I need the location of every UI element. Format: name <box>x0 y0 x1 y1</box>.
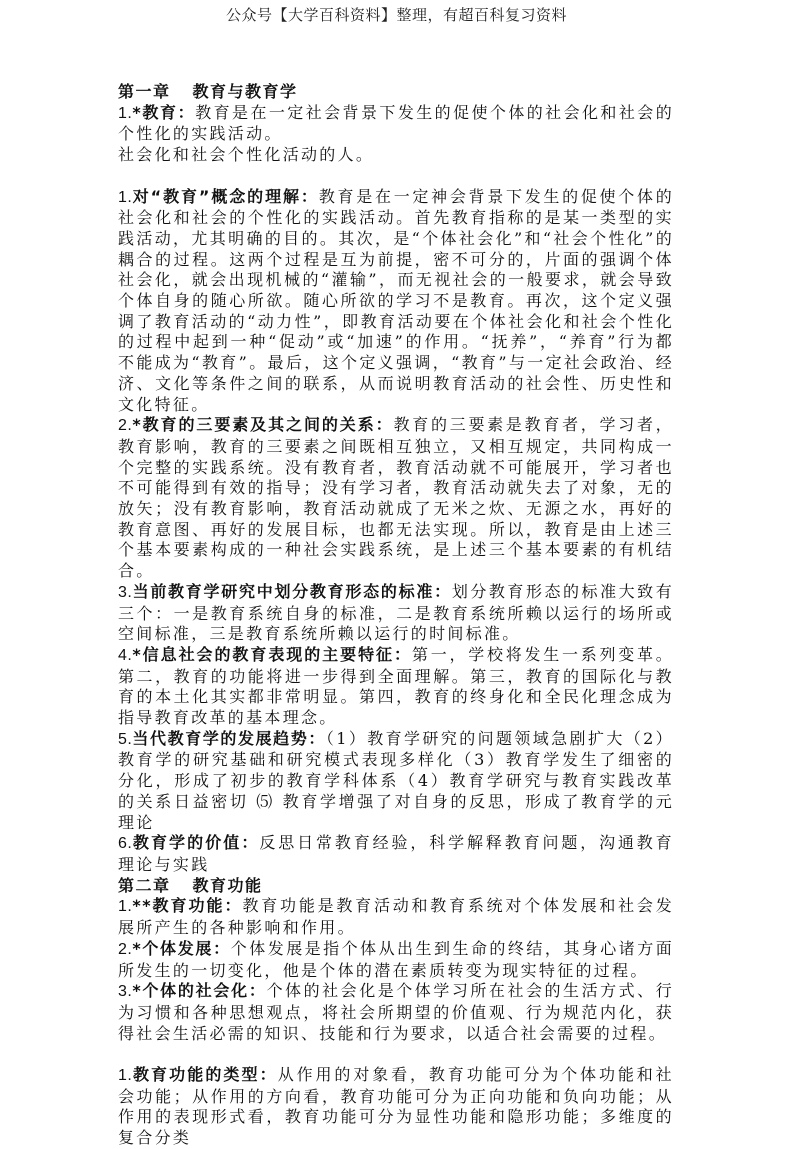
definition-paragraph: 1.*教育：教育是在一定社会背景下发生的促使个体的社会化和社会的个性化的实践活动。 <box>118 102 674 144</box>
paragraph: 3.当前教育学研究中划分教育形态的标准：划分教育形态的标准大致有三个：一是教育系统自身的标准，二是教育系统所赖以运行的场所或空间标准，三是教育系统所赖以运行的时间标准。 <box>118 581 674 644</box>
chapter-1-heading <box>118 82 674 103</box>
paragraph: 1.**教育功能：教育功能是教育活动和教育系统对个体发展和社会发展所产生的各种影响和作用。 <box>118 896 674 938</box>
paragraph: 3.*个体的社会化：个体的社会化是个体学习所在社会的生活方式、行为习惯和各种思想观点，将社会所期望的价值观、行为规范内化，获得社会生活必需的知识、技能和行为要求，以适合社会需要的过程。 <box>118 981 674 1043</box>
paragraph: 6.教育学的价值：反思日常教育经验，科学解释教育问题，沟通教育理论与实践 <box>118 833 674 874</box>
chapter-2-heading <box>118 876 674 897</box>
chapter-number: 第二章 <box>118 875 171 895</box>
page-header: 公众号【大学百科资料】整理，有超百科复习资料 <box>225 6 567 24</box>
chapter-title: 教育与教育学 <box>192 82 298 101</box>
paragraph: 4.*信息社会的教育表现的主要特征：第一，学校将发生一系列变革。第二，教育的功能将进一步得到全面理解。第三，教育的国际化与教育的本土化其实都非常明显。第四，教育的终身化和全民化理念成为指导教育改革的基本理念。 <box>118 644 675 728</box>
paragraph: 5.当代教育学的发展趋势：（1）教育学研究的问题领域急剧扩大（2）教育学的研究基础和研究模式表现多样化（3）教育学发生了细密的分化，形成了初步的教育学科体系（4）教育学研究与教育实践改革的关系日益密切 ⑸ 教育学增强了对自身的反思，形成了教育学的元理论 <box>118 728 674 832</box>
chapter-number: 第一章 <box>118 82 171 101</box>
paragraph: 1.对“教育”概念的理解：教育是在一定神会背景下发生的促使个体的社会化和社会的个性化的实践活动。首先教育指称的是某一类型的实践活动，尤其明确的目的。其次，是“个体社会化”和“社会个性化”的耦合的过程。这两个过程是互为前提，密不可分的，片面的强调个体社会化，就会出现机械的“灌输”，而无视社会的一般要求，就会导致个体自身的随心所欲。随心所欲的学习不是教育。再次，这个定义强调了教育活动的“动力性”，即教育活动要在个体社会化和社会个性化的过程中起到一种“促动”或“加速”的作用。“抚养”，“养育”行为都不能成为“教育”。最后，这个定义强调，“教育”与一定社会政治、经济、文化等条件之间的联系，从而说明教育活动的社会性、历史性和文化特征。 <box>118 186 674 414</box>
note-paragraph: 社会化和社会个性化活动的人。 <box>118 145 375 165</box>
paragraph: 2.*个体发展：个体发展是指个体从出生到生命的终结，其身心诸方面所发生的一切变化，他是个体的潜在素质转变为现实特征的过程。 <box>118 938 674 980</box>
paragraph: 2.*教育的三要素及其之间的关系：教育的三要素是教育者，学习者，教育影响，教育的三要素之间既相互独立，又相互规定，共同构成一个完整的实践系统。没有教育者，教育活动就不可能展开，学习者也不可能得到有效的指导；没有学习者，教育活动就失去了对象，无的放矢；没有教育影响，教育活动就成了无米之炊、无源之水，再好的教育意图、再好的发展目标，也都无法实现。所以，教育是由上述三个基本要素构成的一种社会实践系统，是上述三个基本要素的有机结合。 <box>118 415 674 581</box>
paragraph: 1.教育功能的类型：从作用的对象看，教育功能可分为个体功能和社会功能；从作用的方向看，教育功能可分为正向功能和负向功能；从作用的表现形式看，教育功能可分为显性功能和隐形功能；多维度的复合分类 <box>118 1065 674 1148</box>
document-body <box>118 82 674 1149</box>
chapter-title: 教育功能 <box>192 875 263 895</box>
